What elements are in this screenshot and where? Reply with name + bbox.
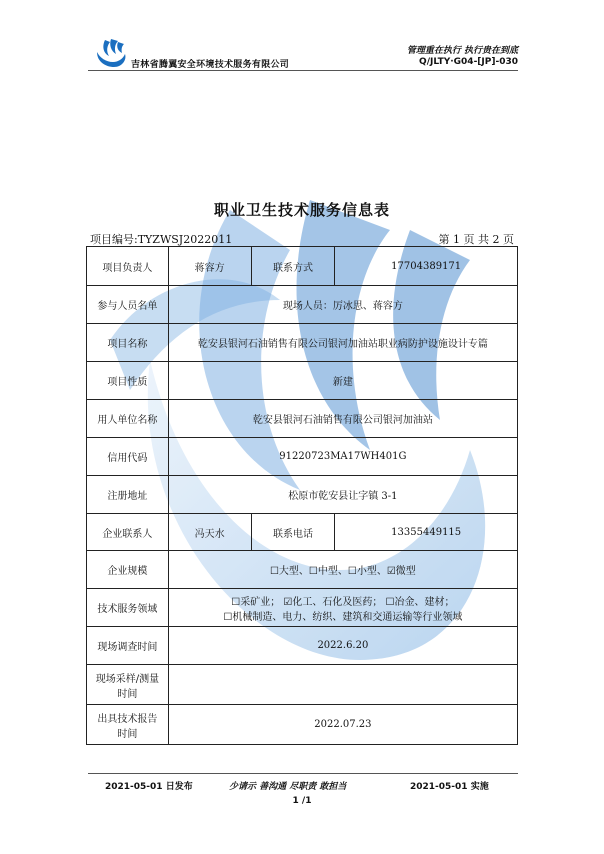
table-row	[87, 705, 518, 745]
company-name: 吉林省腾翼安全环境技术服务有限公司	[131, 60, 290, 70]
table-row	[87, 551, 518, 589]
footer-page-number: 1 /1	[292, 796, 312, 806]
table-row	[87, 627, 518, 665]
scale-label: 企业规模	[87, 551, 169, 589]
footer-motto: 少请示 善沟通 尽职责 敢担当	[229, 782, 347, 792]
credit-code-value: 91220723MA17WH401G	[168, 438, 517, 476]
enterprise-contact-value: 冯天水	[168, 514, 251, 551]
phone-label: 联系电话	[251, 514, 335, 551]
table-row	[87, 438, 518, 476]
report-time-label	[87, 705, 169, 745]
contact-label: 联系方式	[251, 247, 335, 286]
header-slogan: 管理重在执行 执行贵在到底	[406, 46, 518, 56]
service-field-label: 技术服务领域	[87, 589, 169, 627]
company-logo	[94, 38, 128, 68]
manager-value: 蒋容方	[168, 247, 251, 286]
sampling-label-line-2: 时间	[117, 688, 138, 700]
survey-time-label: 现场调查时间	[87, 627, 169, 665]
scale-value: ☐大型、☐中型、☐小型、☑微型	[168, 551, 517, 589]
effective-date: 2021-05-01 实施	[410, 782, 489, 792]
sampling-time-label	[87, 665, 169, 705]
issue-date: 2021-05-01 日发布	[105, 782, 193, 792]
enterprise-contact-label: 企业联系人	[87, 514, 169, 551]
table-row	[87, 324, 518, 362]
employer-label: 用人单位名称	[87, 400, 169, 438]
address-label: 注册地址	[87, 476, 169, 514]
table-row	[87, 514, 518, 551]
header-divider	[88, 70, 518, 71]
table-row	[87, 476, 518, 514]
sampling-label-line-1: 现场采样/测量	[95, 673, 160, 685]
project-number: 项目编号:TYZWSJ2022011	[90, 233, 233, 246]
credit-code-label: 信用代码	[87, 438, 169, 476]
report-time-value: 2022.07.23	[168, 705, 517, 745]
document-code: Q/JLTY·G04-[JP]-030	[419, 57, 518, 67]
table-row	[87, 400, 518, 438]
project-name-label: 项目名称	[87, 324, 169, 362]
project-nature-value: 新建	[168, 362, 517, 400]
survey-time-value: 2022.6.20	[168, 627, 517, 665]
report-label-line-2: 时间	[117, 728, 138, 740]
sampling-time-value	[168, 665, 517, 705]
page-info: 第 1 页 共 2 页	[438, 233, 514, 246]
service-info-table	[86, 246, 518, 745]
table-row	[87, 286, 518, 324]
phone-value: 13355449115	[335, 514, 518, 551]
participants-label: 参与人员名单	[87, 286, 169, 324]
table-row	[87, 362, 518, 400]
table-row	[87, 665, 518, 705]
contact-value: 17704389171	[335, 247, 518, 286]
footer-divider	[88, 773, 518, 774]
page-title: 职业卫生技术服务信息表	[213, 201, 390, 219]
report-label-line-1: 出具技术报告	[97, 713, 158, 725]
manager-label: 项目负责人	[87, 247, 169, 286]
project-nature-label: 项目性质	[87, 362, 169, 400]
service-field-line-2: ☐机械制造、电力、纺织、建筑和交通运输等行业领域	[223, 611, 463, 623]
table-row	[87, 247, 518, 286]
participants-value: 现场人员：厉冰思、蒋容方	[168, 286, 517, 324]
service-field-line-1: ☐采矿业； ☑化工、石化及医药； ☐冶金、建材；	[231, 596, 455, 608]
address-value: 松原市乾安县让字镇 3-1	[168, 476, 517, 514]
service-field-value	[168, 589, 517, 627]
project-name-value: 乾安县银河石油销售有限公司银河加油站职业病防护设施设计专篇	[168, 324, 517, 362]
employer-value: 乾安县银河石油销售有限公司银河加油站	[168, 400, 517, 438]
table-row	[87, 589, 518, 627]
